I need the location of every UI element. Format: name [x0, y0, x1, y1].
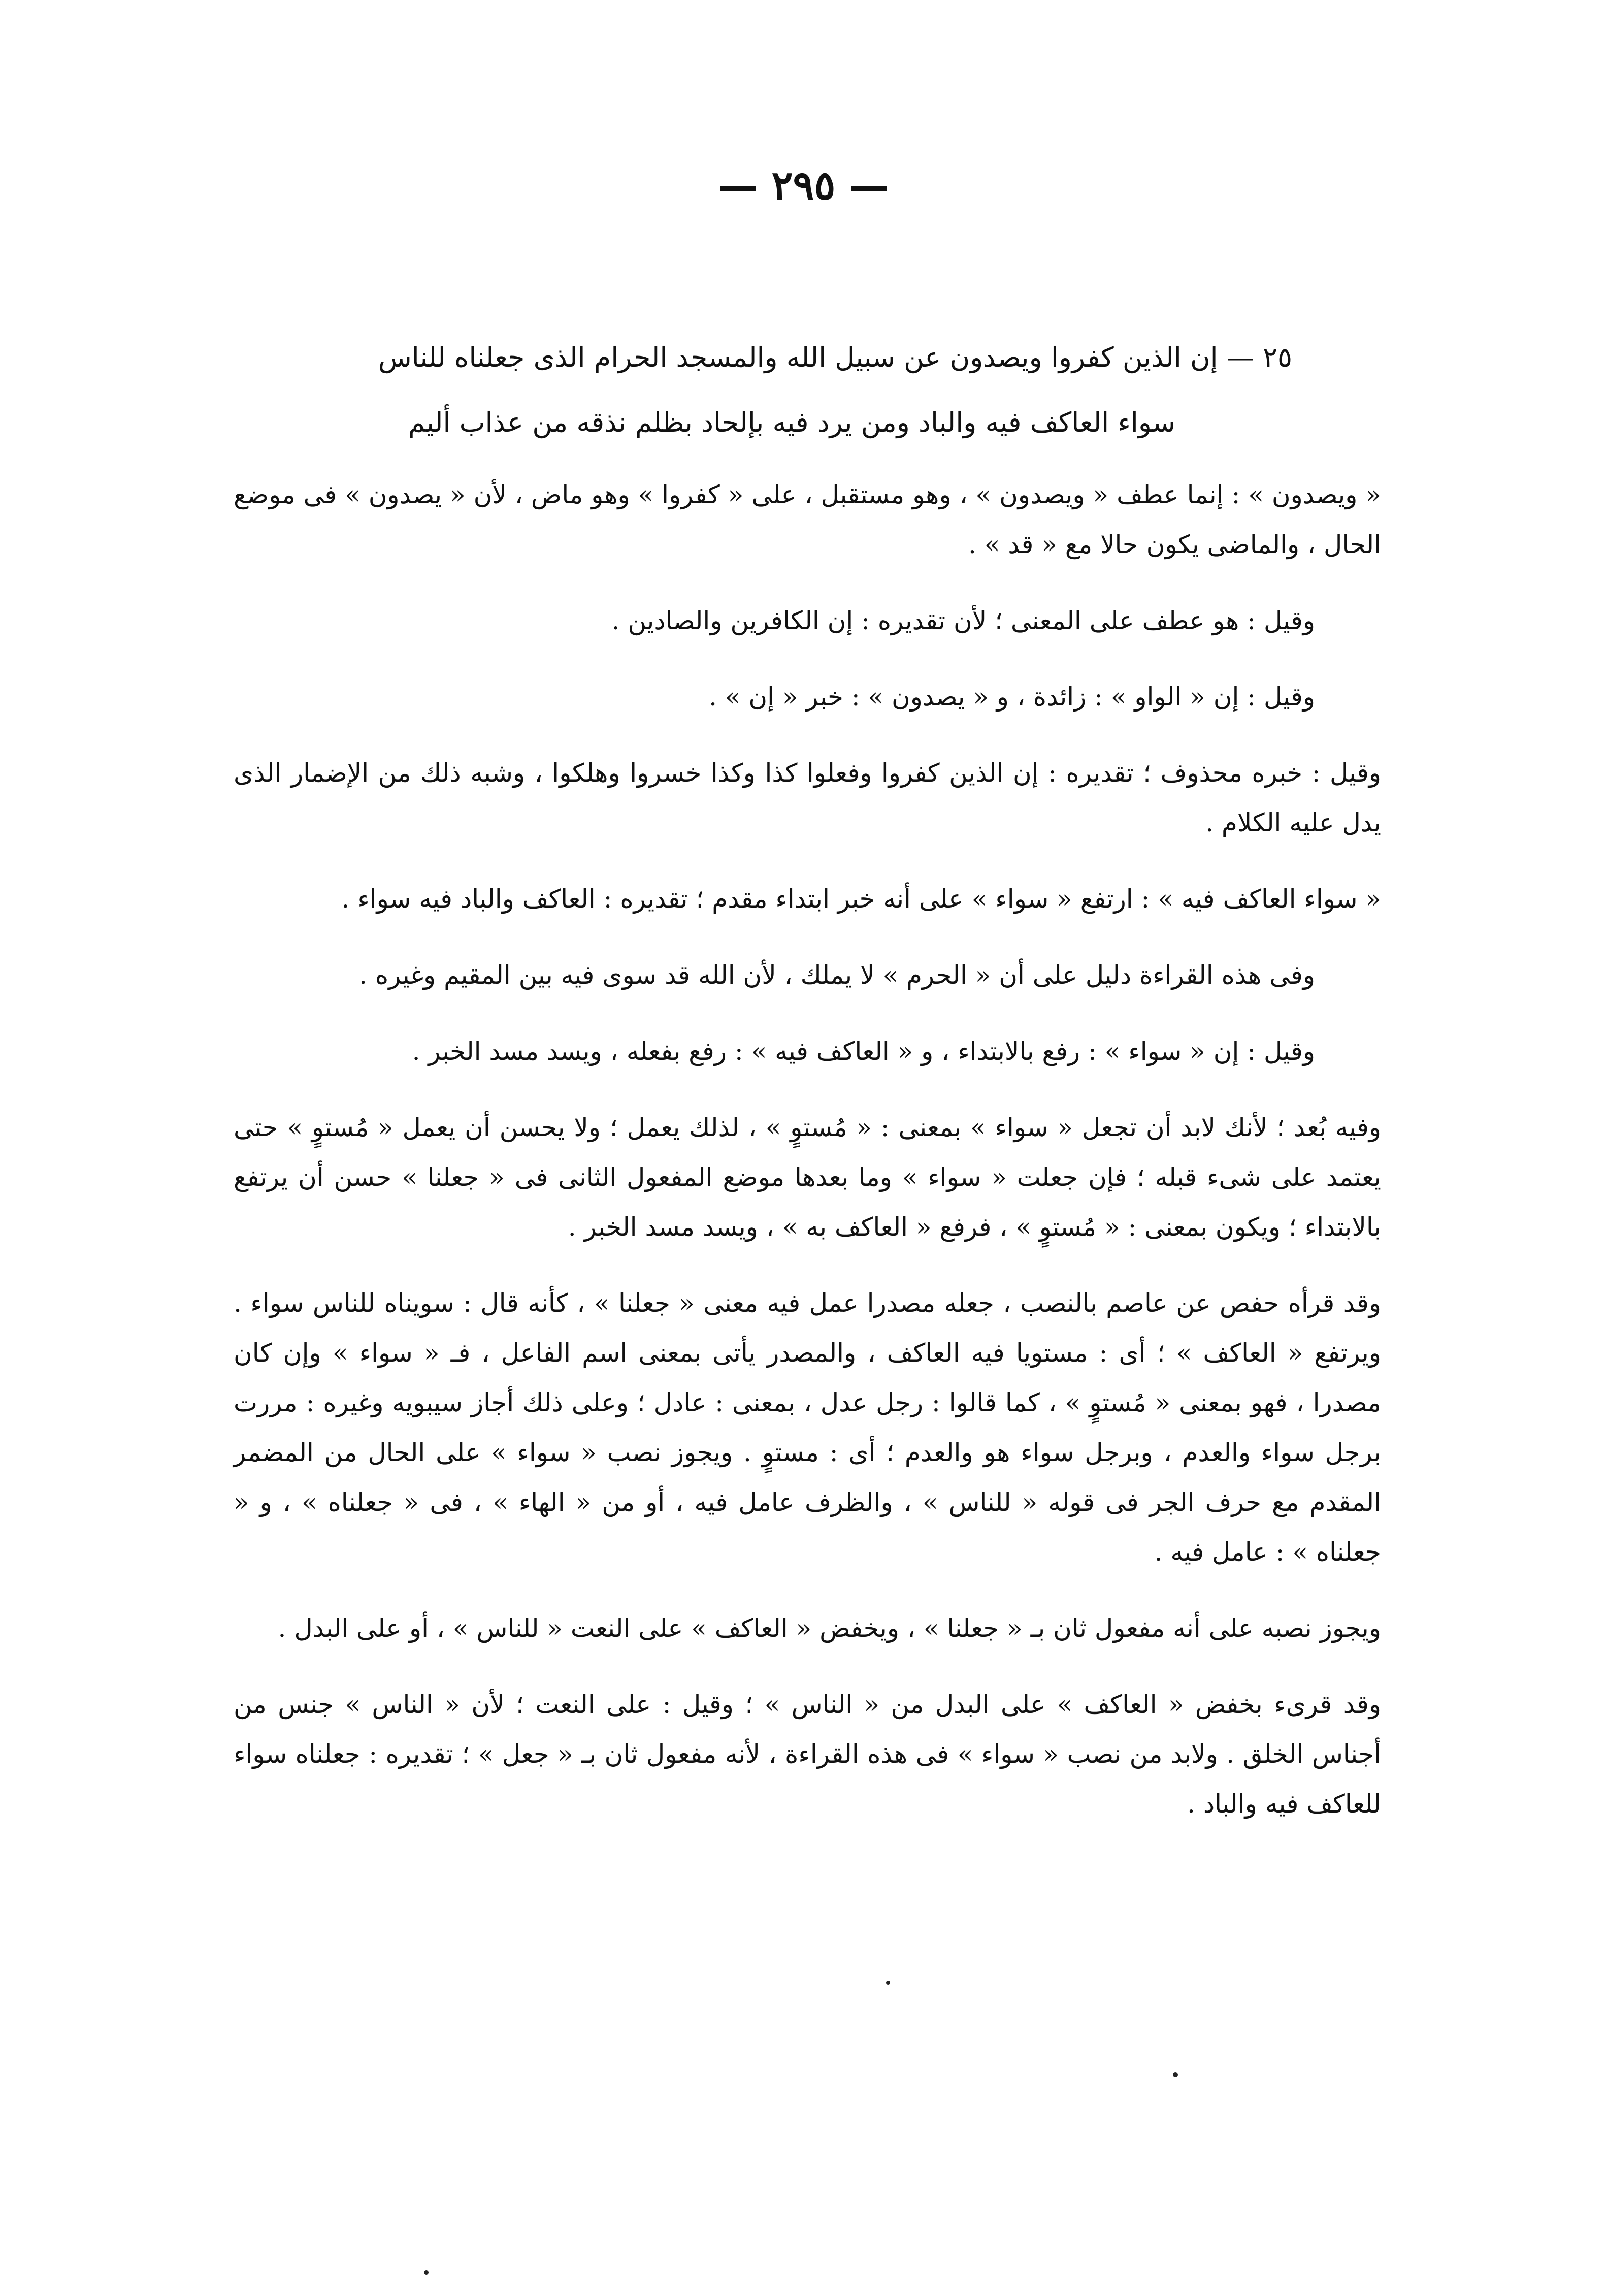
verse-line-2: سواء العاكف فيه والباد ومن يرد فيه بإلحاد بظلم نذقه من عذاب أليم	[408, 406, 1175, 438]
paragraph-sawa-akif: « سواء العاكف فيه » : ارتفع « سواء » على أنه خبر ابتداء مقدم ؛ تقديره : العاكف والباد فيه سواء .	[341, 884, 1381, 914]
paragraph-sawa-ibtida: وقيل : إن « سواء » : رفع بالابتداء ، و « العاكف فيه » : رفع بفعله ، ويسد مسد الخبر .	[412, 1037, 1315, 1066]
verse-line-1: ٢٥ — إن الذين كفروا ويصدون عن سبيل الله والمسجد الحرام الذى جعلناه للناس	[378, 341, 1292, 373]
paragraph-hafs-nasb: وقد قرأه حفص عن عاصم بالنصب ، جعله مصدرا عمل فيه معنى « جعلنا » ، كأنه قال : سويناه للناس سواء . ويرتفع « العاكف » ؛ أى : مستويا فيه العاكف ، والمصدر يأتى بمعنى اسم الفاعل ، فـ « سواء » وإن كان مصدرا ، فهو بمعنى « مُستوٍ » ، كما قالوا : رجل عدل ، بمعنى : عادل ؛ وعلى ذلك أجاز سيبويه وغيره : مررت برجل سواء والعدم ، وبرجل سواء هو والعدم ؛ أى : مستوٍ . ويجوز نصب « سواء » على الحال من المضمر المقدم مع حرف الجر فى قوله « للناس » ، والظرف عامل فيه ، أو من « الهاء » ، فى « جعلناه » ، و « جعلناه » : عامل فيه .	[234, 1288, 1381, 1567]
paragraph-khafd-akif: وقد قرىء بخفض « العاكف » على البدل من « الناس » ؛ وقيل : على النعت ؛ لأن « الناس » جنس من أجناس الخلق . ولابد من نصب « سواء » فى هذه القراءة ، لأنه مفعول ثان بـ « جعل » ؛ تقديره : جعلناه سواء للعاكف فيه والباد .	[234, 1690, 1381, 1819]
page-number: — ٢٩٥ —	[718, 163, 889, 209]
quran-verse	[267, 325, 1292, 455]
paragraph-waw-zaida: وقيل : إن « الواو » : زائدة ، و « يصدون » : خبر « إن » .	[709, 682, 1315, 712]
scan-speck	[1173, 2072, 1178, 2077]
paragraph-haram-qiraa: وفى هذه القراءة دليل على أن « الحرم » لا يملك ، لأن الله قد سوى فيه بين المقيم وغيره .	[359, 960, 1315, 990]
paragraph-atf-meaning: وقيل : هو عطف على المعنى ؛ لأن تقديره : إن الكافرين والصادين .	[611, 606, 1315, 635]
paragraph-buud: وفيه بُعد ؛ لأنك لابد أن تجعل « سواء » بمعنى : « مُستوٍ » ، لذلك يعمل ؛ ولا يحسن أن يعمل « مُستوٍ » حتى يعتمد على شىء قبله ؛ فإن جعلت « سواء » وما بعدها موضع المفعول الثانى فى « جعلنا » حسن أن يرتفع بالابتداء ؛ ويكون بمعنى : « مُستوٍ » ، فرفع « العاكف به » ، ويسد مسد الخبر .	[234, 1113, 1381, 1242]
scan-speck	[424, 2270, 429, 2275]
commentary-body	[234, 470, 1381, 1855]
paragraph-yasuddun: « ويصدون » : إنما عطف « ويصدون » ، وهو مستقبل ، على « كفروا » وهو ماض ، لأن « يصدون » فى موضع الحال ، والماضى يكون حالا مع « قد » .	[234, 480, 1381, 559]
paragraph-mafool-thani: ويجوز نصبه على أنه مفعول ثان بـ « جعلنا » ، ويخفض « العاكف » على النعت « للناس » ، أو على البدل .	[278, 1613, 1381, 1643]
scan-speck	[886, 1981, 890, 1985]
paragraph-khabar-mahdhuf: وقيل : خبره محذوف ؛ تقديره : إن الذين كفروا وفعلوا كذا وكذا خسروا وهلكوا ، وشبه ذلك من الإضمار الذى يدل عليه الكلام .	[234, 758, 1381, 837]
